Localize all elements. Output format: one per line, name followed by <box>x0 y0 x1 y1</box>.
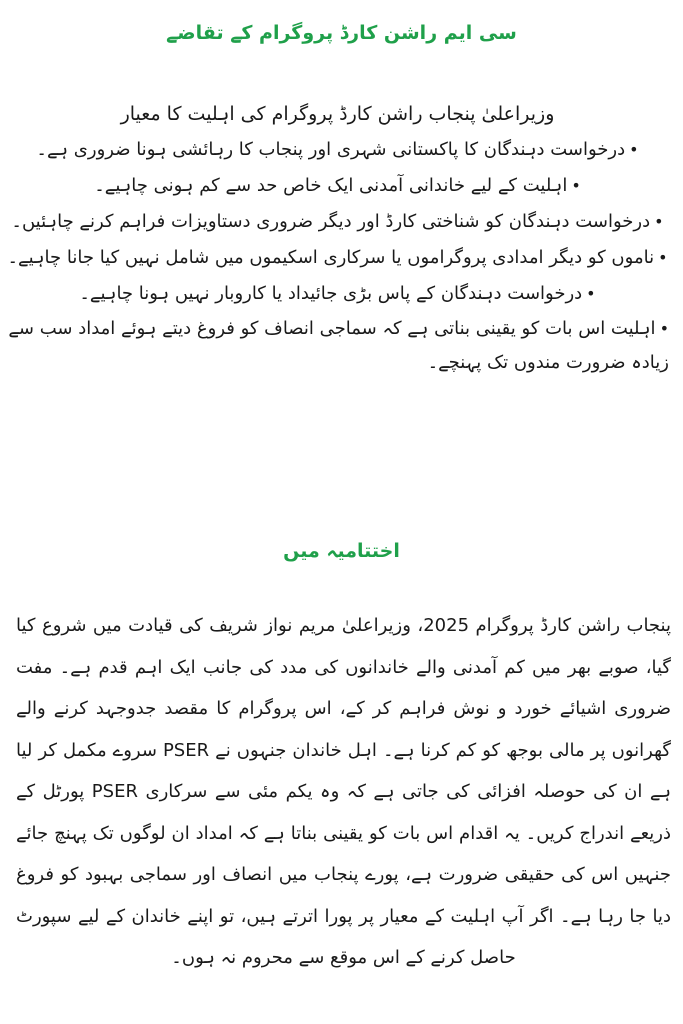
list-item <box>4 276 671 312</box>
list-item <box>4 132 671 168</box>
conclusion-paragraph: پنجاب راشن کارڈ پروگرام 2025، وزیراعلیٰ مریم نواز شریف کی قیادت میں شروع کیا گیا، صوبے بھر میں کم آمدنی والے خاندانوں کی مدد کی جانب ایک اہم قدم ہے۔ مفت ضروری اشیائے خورد و نوش فراہم کر کے، اس پروگرام کا مقصد جدوجہد کرنے والے گھرانوں پر مالی بوجھ کو کم کرنا ہے۔ اہل خاندان جنہوں نے PSER سروے مکمل کر لیا ہے ان کی حوصلہ افزائی کی جاتی ہے کہ وہ یکم مئی سے سرکاری PSER پورٹل کے ذریعے اندراج کریں۔ یہ اقدام اس بات کو یقینی بناتا ہے کہ امداد ان لوگوں تک پہنچ جائے جنہیں اس کی حقیقی ضرورت ہے، پورے پنجاب میں انصاف اور سماجی بہبود کو فروغ دیا جا رہا ہے۔ اگر آپ اہلیت کے معیار پر پورا اترتے ہیں، تو اپنے خاندان کے لیے سپورٹ حاصل کرنے کے اس موقع سے محروم نہ ہوں۔ <box>16 615 671 968</box>
list-item-text: درخواست دہندگان کو شناختی کارڈ اور دیگر ضروری دستاویزات فراہم کرنے چاہئیں۔ <box>11 211 651 232</box>
bullet-icon: • <box>629 140 639 159</box>
bullet-icon: • <box>571 176 581 195</box>
list-item-text: درخواست دہندگان کے پاس بڑی جائیداد یا کاروبار نہیں ہونا چاہیے۔ <box>79 283 583 304</box>
list-item-text: اہلیت کے لیے خاندانی آمدنی ایک خاص حد سے کم ہونی چاہیے۔ <box>94 175 568 196</box>
list-item-text: ناموں کو دیگر امدادی پروگراموں یا سرکاری اسکیموں میں شامل نہیں کیا جانا چاہیے۔ <box>7 247 655 268</box>
list-item-text: درخواست دہندگان کا پاکستانی شہری اور پنجاب کا رہائشی ہونا ضروری ہے۔ <box>36 139 626 160</box>
bullet-icon: • <box>658 248 668 267</box>
eligibility-intro: وزیراعلیٰ پنجاب راشن کارڈ پروگرام کی اہلیت کا معیار <box>120 103 555 125</box>
bullet-icon: • <box>654 212 664 231</box>
conclusion-heading: اختتامیہ میں <box>283 539 400 562</box>
list-item <box>4 240 671 276</box>
list-item <box>4 312 671 380</box>
bullet-icon: • <box>586 284 596 303</box>
list-item <box>4 168 671 204</box>
bullet-icon: • <box>659 319 669 338</box>
list-item-text: اہلیت اس بات کو یقینی بناتی ہے کہ سماجی انصاف کو فروغ دیتے ہوئے امداد سب سے زیادہ ضرورت مندوں تک پہنچے۔ <box>8 318 669 373</box>
eligibility-list <box>4 132 671 380</box>
list-item <box>4 204 671 240</box>
eligibility-section <box>4 96 671 380</box>
requirements-heading: سی ایم راشن کارڈ پروگرام کے تقاضے <box>166 21 517 44</box>
